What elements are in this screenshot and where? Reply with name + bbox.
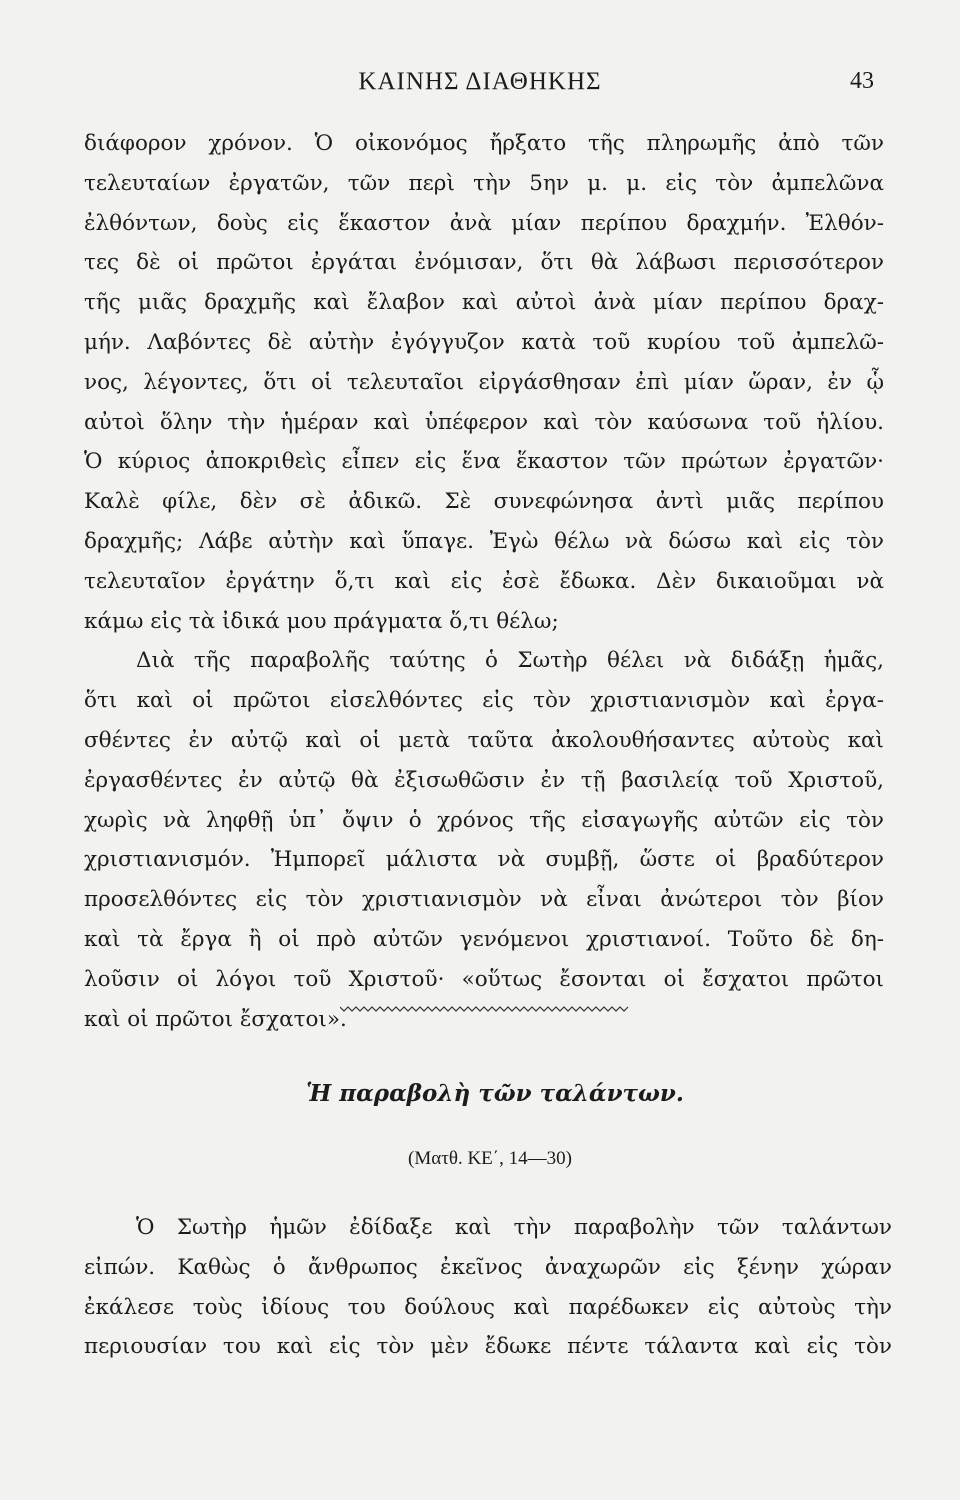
text-line: καὶ τὰ ἔργα ἢ οἱ πρὸ αὐτῶν γενόμενοι χριστιανοί. Τοῦτο δὲ δη- <box>84 926 884 952</box>
text-line: Ὁ κύριος ἀποκριθεὶς εἶπεν εἰς ἕνα ἕκαστον τῶν πρώτων ἐργατῶν· <box>84 449 884 475</box>
text-line: δραχμῆς; Λάβε αὐτὴν καὶ ὕπαγε. Ἐγὼ θέλω νὰ δώσω καὶ εἰς τὸν <box>84 528 884 554</box>
text-line: τελευταίων ἐργατῶν, τῶν περὶ τὴν 5ην μ. μ. εἰς τὸν ἀμπελῶνα <box>84 170 884 196</box>
text-line: περιουσίαν του καὶ εἰς τὸν μὲν ἔδωκε πέντε τάλαντα καὶ εἰς τὸν <box>84 1334 892 1360</box>
text-line: ὅτι καὶ οἱ πρῶτοι εἰσελθόντες εἰς τὸν χριστιανισμὸν καὶ ἐργα- <box>84 688 884 714</box>
text-line: προσελθόντες εἰς τὸν χριστιανισμὸν νὰ εἶναι ἀνώτεροι τὸν βίον <box>84 887 884 913</box>
text-line: νος, λέγοντες, ὅτι οἱ τελευταῖοι εἰργάσθησαν ἐπὶ μίαν ὥραν, ἐν ᾧ <box>84 369 884 395</box>
text-line: εἰπών. Καθὼς ὁ ἄνθρωπος ἐκεῖνος ἀναχωρῶν εἰς ξένην χώραν <box>84 1254 892 1280</box>
page-header <box>0 62 960 102</box>
text-line: χριστιανισμόν. Ἠμπορεῖ μάλιστα νὰ συμβῇ, ὥστε οἱ βραδύτερον <box>84 847 884 873</box>
text-line: ἐκάλεσε τοὺς ἰδίους του δούλους καὶ παρέδωκεν εἰς αὐτοὺς τὴν <box>84 1294 892 1320</box>
text-line: τελευταῖον ἐργάτην ὅ,τι καὶ εἰς ἐσὲ ἔδωκα. Δὲν δικαιοῦμαι νὰ <box>84 568 884 594</box>
main-text <box>84 124 884 1039</box>
text-line: μήν. Λαβόντες δὲ αὐτὴν ἐγόγγυζον κατὰ τοῦ κυρίου τοῦ ἀμπελῶ- <box>84 329 884 355</box>
text-line: ἐλθόντων, δοὺς εἰς ἕκαστον ἀνὰ μίαν περίπου δραχμήν. Ἐλθόν- <box>84 210 884 236</box>
section-title: Ἡ παραβολὴ τῶν ταλάντων. <box>306 1080 684 1107</box>
text-line: καὶ οἱ πρῶτοι ἔσχατοι». <box>84 1006 347 1032</box>
text-line: Ὁ Σωτὴρ ἡμῶν ἐδίδαξε καὶ τὴν παραβολὴν τῶν ταλάντων <box>136 1215 892 1240</box>
text-line: διάφορον χρόνον. Ὁ οἰκονόμος ἤρξατο τῆς πληρωμῆς ἀπὸ τῶν <box>84 131 884 156</box>
running-title: ΚΑΙΝΗΣ ΔΙΑΘΗΚΗΣ <box>358 68 602 95</box>
section-text <box>84 1208 892 1367</box>
text-line: τες δὲ οἱ πρῶτοι ἐργάται ἐνόμισαν, ὅτι θὰ λάβωσι περισσότερον <box>84 250 884 276</box>
text-line: σθέντες ἐν αὐτῷ καὶ οἱ μετὰ ταῦτα ἀκολουθήσαντες αὐτοὺς καὶ <box>84 727 884 753</box>
text-line: λοῦσιν οἱ λόγοι τοῦ Χριστοῦ· «οὕτως ἔσονται οἱ ἔσχατοι πρῶτοι <box>84 966 884 992</box>
scripture-reference: (Ματθ. ΚΕ΄, 14—30) <box>408 1148 572 1169</box>
page-number: 43 <box>850 68 874 94</box>
text-line: ἐργασθέντες ἐν αὐτῷ θὰ ἐξισωθῶσιν ἐν τῇ βασιλείᾳ τοῦ Χριστοῦ, <box>84 767 884 793</box>
text-line: κάμω εἰς τὰ ἰδικά μου πράγματα ὅ,τι θέλω; <box>84 608 559 634</box>
text-line: τῆς μιᾶς δραχμῆς καὶ ἔλαβον καὶ αὐτοὶ ἀνὰ μίαν περίπου δραχ- <box>84 290 884 316</box>
text-line: αὐτοὶ ὅλην τὴν ἡμέραν καὶ ὑπέφερον καὶ τὸν καύσωνα τοῦ ἡλίου. <box>84 409 884 435</box>
text-line: Καλὲ φίλε, δὲν σὲ ἀδικῶ. Σὲ συνεφώνησα ἀντὶ μιᾶς περίπου <box>84 489 884 515</box>
text-line: Διὰ τῆς παραβολῆς ταύτης ὁ Σωτὴρ θέλει νὰ διδάξῃ ἡμᾶς, <box>136 648 884 674</box>
wavy-divider <box>340 1004 630 1014</box>
text-line: χωρὶς νὰ ληφθῇ ὑπ᾽ ὄψιν ὁ χρόνος τῆς εἰσαγωγῆς αὐτῶν εἰς τὸν <box>84 807 884 833</box>
